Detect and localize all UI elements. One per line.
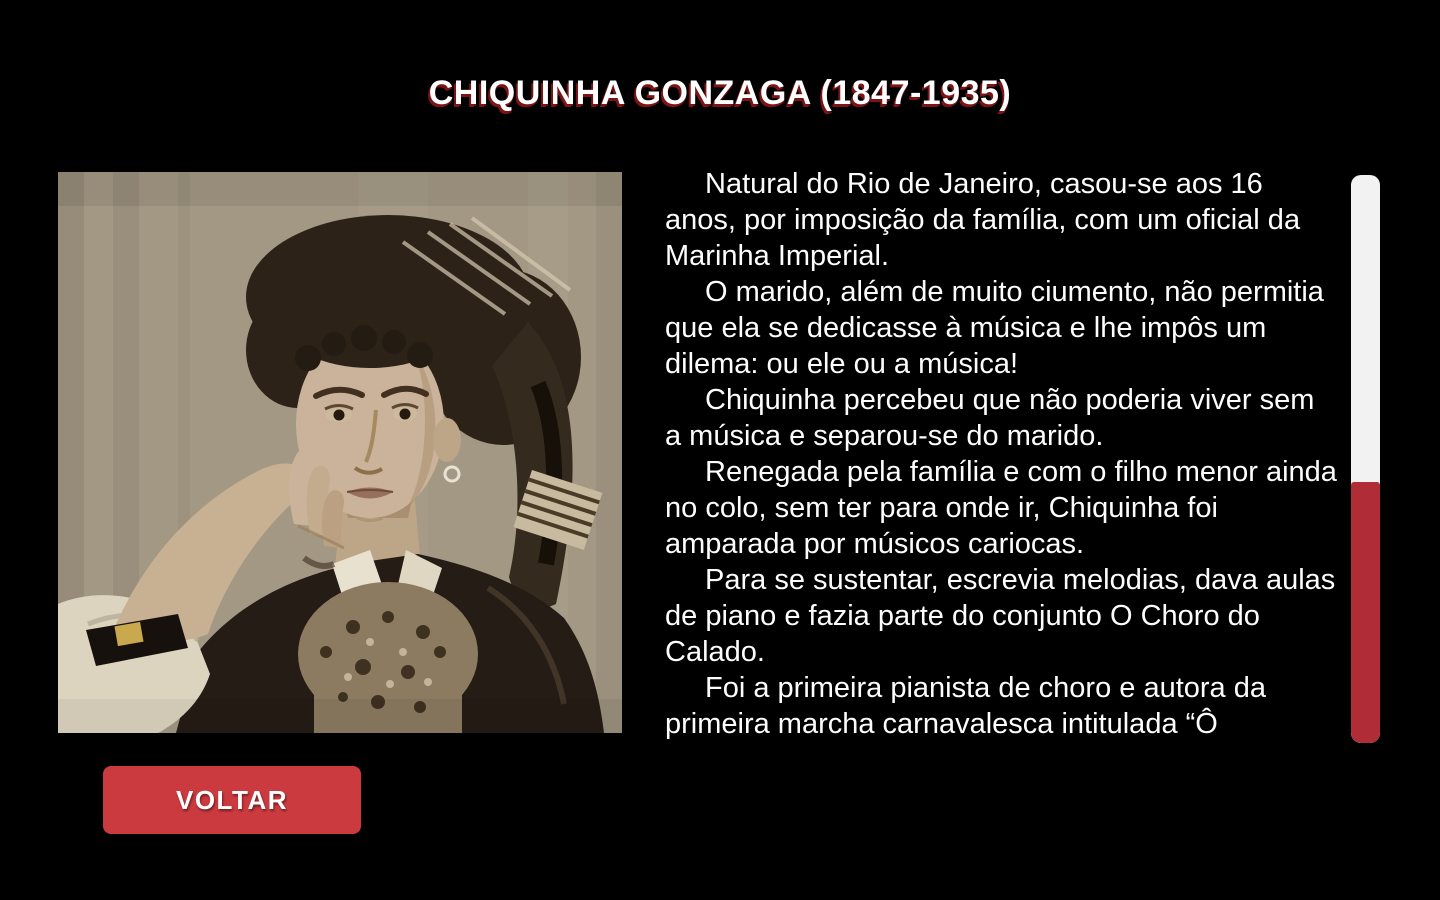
scrollbar-thumb[interactable]	[1351, 482, 1380, 743]
bio-paragraph-6: Foi a primeira pianista de choro e autora da primeira marcha carnavalesca intitulada “Ô	[665, 672, 1266, 740]
bio-paragraph-1: Natural do Rio de Janeiro, casou-se aos 16 anos, por imposição da família, com um oficial da Marinha Imperial.	[665, 168, 1301, 272]
bio-paragraph-5: Para se sustentar, escrevia melodias, dava aulas de piano e fazia parte do conjunto O Choro do Calado.	[665, 564, 1336, 668]
bio-paragraph-4: Renegada pela família e com o filho menor ainda no colo, sem ter para onde ir, Chiquinha foi amparada por músicos cariocas.	[665, 456, 1337, 560]
portrait-photo	[58, 172, 622, 733]
page-title: CHIQUINHA GONZAGA (1847-1935)	[428, 74, 1012, 112]
voltar-button[interactable]: VOLTAR	[103, 766, 361, 834]
portrait-illustration	[58, 172, 622, 733]
bio-paragraph-3: Chiquinha percebeu que não poderia viver sem a música e separou-se do marido.	[665, 384, 1315, 452]
bio-paragraph-2: O marido, além de muito ciumento, não permitia que ela se dedicasse à música e lhe impôs um dilema: ou ele ou a música!	[665, 276, 1324, 380]
biography-text	[665, 166, 1337, 752]
scrollbar[interactable]	[1351, 175, 1380, 743]
